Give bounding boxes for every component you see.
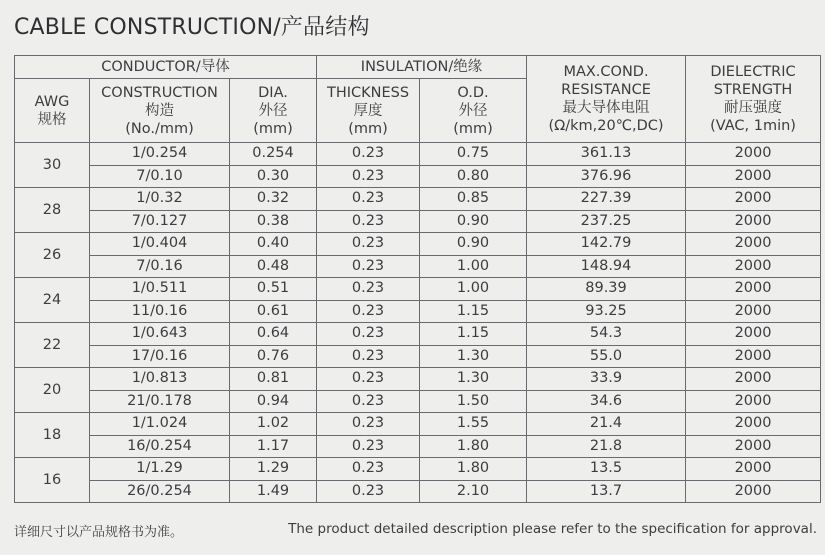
od-cell: 0.80 — [420, 165, 527, 188]
thickness-cell: 0.23 — [317, 413, 420, 436]
dielectric-cell: 2000 — [686, 345, 821, 368]
awg-header: AWG 规格 — [15, 79, 90, 143]
od-cell: 1.15 — [420, 300, 527, 323]
table-body — [15, 143, 821, 503]
awg-cell: 26 — [15, 233, 90, 278]
thickness-cell: 0.23 — [317, 255, 420, 278]
resistance-cell: 21.4 — [527, 413, 686, 436]
awg-cell: 24 — [15, 278, 90, 323]
resistance-cell: 237.25 — [527, 210, 686, 233]
construction-cell: 7/0.10 — [90, 165, 230, 188]
od-cell: 0.90 — [420, 210, 527, 233]
dielectric-cell: 2000 — [686, 435, 821, 458]
od-cell: 1.30 — [420, 345, 527, 368]
resistance-cell: 376.96 — [527, 165, 686, 188]
dia-header: DIA. 外径 (mm) — [230, 79, 317, 143]
resistance-cell: 54.3 — [527, 323, 686, 346]
awg-cell: 20 — [15, 368, 90, 413]
table-row — [15, 345, 821, 368]
dielectric-cell: 2000 — [686, 143, 821, 166]
dia-cell: 0.38 — [230, 210, 317, 233]
dia-cell: 0.30 — [230, 165, 317, 188]
table-row — [15, 255, 821, 278]
dielectric-cell: 2000 — [686, 233, 821, 256]
resistance-cell: 55.0 — [527, 345, 686, 368]
construction-cell: 1/0.813 — [90, 368, 230, 391]
dia-cell: 0.48 — [230, 255, 317, 278]
dielectric-cell: 2000 — [686, 165, 821, 188]
od-header: O.D. 外径 (mm) — [420, 79, 527, 143]
dielectric-cell: 2000 — [686, 413, 821, 436]
resistance-cell: 148.94 — [527, 255, 686, 278]
construction-cell: 21/0.178 — [90, 390, 230, 413]
table-row — [15, 210, 821, 233]
thickness-cell: 0.23 — [317, 345, 420, 368]
awg-cell: 18 — [15, 413, 90, 458]
thickness-cell: 0.23 — [317, 390, 420, 413]
table-row — [15, 143, 821, 166]
dia-cell: 1.49 — [230, 480, 317, 503]
resistance-cell: 361.13 — [527, 143, 686, 166]
thickness-cell: 0.23 — [317, 323, 420, 346]
resistance-cell: 93.25 — [527, 300, 686, 323]
dia-cell: 0.76 — [230, 345, 317, 368]
table-row — [15, 435, 821, 458]
od-cell: 0.85 — [420, 188, 527, 211]
table-row — [15, 368, 821, 391]
od-cell: 1.80 — [420, 435, 527, 458]
dielectric-header: DIELECTRIC STRENGTH 耐压强度 (VAC, 1min) — [686, 56, 821, 143]
dia-cell: 0.94 — [230, 390, 317, 413]
awg-cell: 22 — [15, 323, 90, 368]
construction-cell: 1/0.32 — [90, 188, 230, 211]
thickness-cell: 0.23 — [317, 233, 420, 256]
table-row — [15, 188, 821, 211]
dielectric-cell: 2000 — [686, 255, 821, 278]
dia-cell: 0.32 — [230, 188, 317, 211]
construction-cell: 1/0.404 — [90, 233, 230, 256]
table-row — [15, 233, 821, 256]
construction-cell: 1/0.511 — [90, 278, 230, 301]
construction-cell: 16/0.254 — [90, 435, 230, 458]
resistance-cell: 142.79 — [527, 233, 686, 256]
od-cell: 1.30 — [420, 368, 527, 391]
construction-header: CONSTRUCTION 构造 (No./mm) — [90, 79, 230, 143]
construction-cell: 1/1.29 — [90, 458, 230, 481]
dielectric-cell: 2000 — [686, 278, 821, 301]
od-cell: 1.55 — [420, 413, 527, 436]
thickness-cell: 0.23 — [317, 435, 420, 458]
construction-cell: 11/0.16 — [90, 300, 230, 323]
dielectric-cell: 2000 — [686, 300, 821, 323]
table-row — [15, 390, 821, 413]
resistance-cell: 21.8 — [527, 435, 686, 458]
table-row — [15, 278, 821, 301]
dia-cell: 0.61 — [230, 300, 317, 323]
thickness-cell: 0.23 — [317, 165, 420, 188]
dielectric-cell: 2000 — [686, 368, 821, 391]
table-row — [15, 480, 821, 503]
thickness-cell: 0.23 — [317, 458, 420, 481]
dia-cell: 1.29 — [230, 458, 317, 481]
dielectric-cell: 2000 — [686, 188, 821, 211]
od-cell: 1.80 — [420, 458, 527, 481]
resistance-cell: 33.9 — [527, 368, 686, 391]
od-cell: 0.90 — [420, 233, 527, 256]
resistance-cell: 13.5 — [527, 458, 686, 481]
resistance-cell: 34.6 — [527, 390, 686, 413]
construction-cell: 26/0.254 — [90, 480, 230, 503]
page-title: CABLE CONSTRUCTION/产品结构 — [14, 15, 370, 40]
od-cell: 0.75 — [420, 143, 527, 166]
thickness-cell: 0.23 — [317, 188, 420, 211]
footer-note-cn: 详细尺寸以产品规格书为准。 — [14, 525, 184, 540]
dia-cell: 0.81 — [230, 368, 317, 391]
resistance-cell: 13.7 — [527, 480, 686, 503]
od-cell: 1.50 — [420, 390, 527, 413]
awg-cell: 16 — [15, 458, 90, 503]
thickness-cell: 0.23 — [317, 480, 420, 503]
conductor-group-header: CONDUCTOR/导体 — [15, 56, 317, 79]
resistance-cell: 227.39 — [527, 188, 686, 211]
thickness-cell: 0.23 — [317, 210, 420, 233]
construction-cell: 1/0.643 — [90, 323, 230, 346]
dia-cell: 1.17 — [230, 435, 317, 458]
thickness-cell: 0.23 — [317, 143, 420, 166]
od-cell: 1.15 — [420, 323, 527, 346]
cable-construction-table — [14, 55, 821, 503]
table-row — [15, 165, 821, 188]
dia-cell: 0.64 — [230, 323, 317, 346]
dia-cell: 0.40 — [230, 233, 317, 256]
dielectric-cell: 2000 — [686, 210, 821, 233]
resistance-cell: 89.39 — [527, 278, 686, 301]
awg-cell: 28 — [15, 188, 90, 233]
awg-cell: 30 — [15, 143, 90, 188]
construction-cell: 1/0.254 — [90, 143, 230, 166]
dia-cell: 0.254 — [230, 143, 317, 166]
insulation-group-header: INSULATION/绝缘 — [317, 56, 527, 79]
construction-cell: 17/0.16 — [90, 345, 230, 368]
construction-cell: 7/0.16 — [90, 255, 230, 278]
table-row — [15, 413, 821, 436]
od-cell: 2.10 — [420, 480, 527, 503]
thickness-cell: 0.23 — [317, 368, 420, 391]
footer-note-en: The product detailed description please refer to the specification for approval. — [288, 521, 817, 537]
construction-cell: 7/0.127 — [90, 210, 230, 233]
table-row — [15, 323, 821, 346]
dielectric-cell: 2000 — [686, 390, 821, 413]
dielectric-cell: 2000 — [686, 458, 821, 481]
thickness-cell: 0.23 — [317, 278, 420, 301]
thickness-header: THICKNESS 厚度 (mm) — [317, 79, 420, 143]
dia-cell: 1.02 — [230, 413, 317, 436]
od-cell: 1.00 — [420, 278, 527, 301]
dia-cell: 0.51 — [230, 278, 317, 301]
dielectric-cell: 2000 — [686, 480, 821, 503]
thickness-cell: 0.23 — [317, 300, 420, 323]
table-row — [15, 300, 821, 323]
construction-cell: 1/1.024 — [90, 413, 230, 436]
od-cell: 1.00 — [420, 255, 527, 278]
resistance-header: MAX.COND. RESISTANCE 最大导体电阻 (Ω/km,20℃,DC) — [527, 56, 686, 143]
dielectric-cell: 2000 — [686, 323, 821, 346]
table-row — [15, 458, 821, 481]
